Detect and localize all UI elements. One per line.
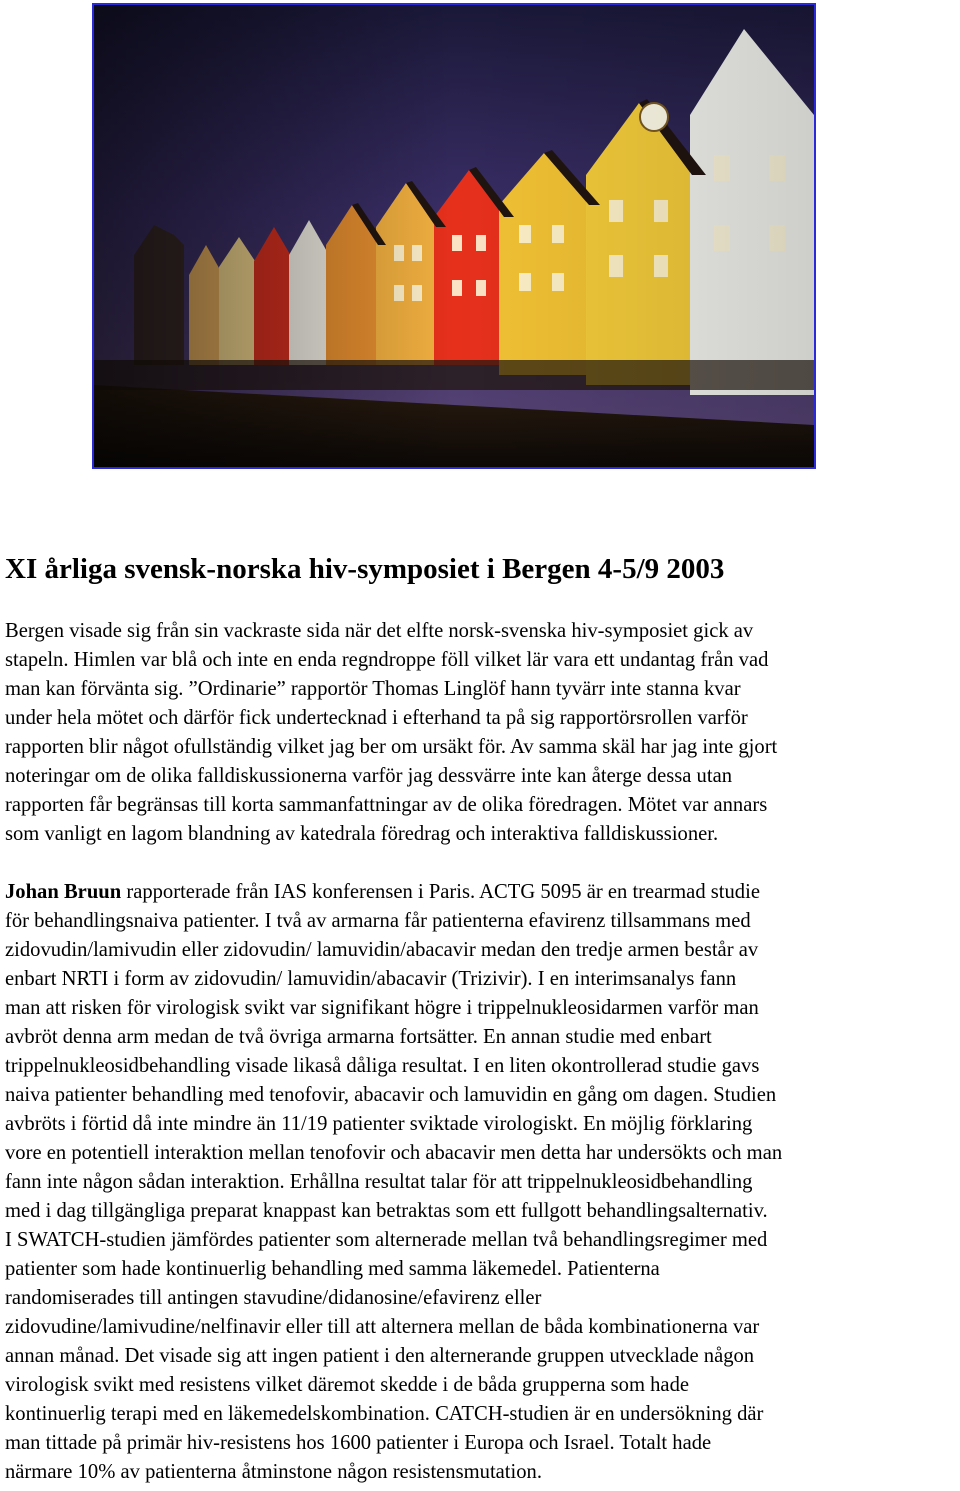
text-line: noteringar om de olika falldiskussionerna varför jag dessvärre inte kan återge dessa utan — [5, 765, 733, 787]
text-line: Bergen visade sig från sin vackraste sida när det elfte norsk-svenska hiv-symposiet gick av — [5, 620, 754, 642]
text-line: man att risken för virologisk svikt var signifikant högre i trippelnukleosidarmen varför man — [5, 997, 759, 1019]
text-fragment: rapporterade från IAS konferensen i Paris. ACTG 5095 är en trearmad studie — [121, 881, 760, 903]
text-line: rapporten blir något ofullständig vilket jag ber om ursäkt för. Av samma skäl har jag inte gjort — [5, 736, 778, 758]
text-line: annan månad. Det visade sig att ingen patient i den alternerande gruppen utvecklade någon — [5, 1345, 755, 1367]
article-body — [5, 617, 960, 1487]
text-line — [5, 878, 960, 907]
text-line: med i dag tillgängliga preparat knappast kan betraktas som ett fullgott behandlingsalternativ. — [5, 1200, 768, 1222]
text-line: för behandlingsnaiva patienter. I två av armarna får patienterna efavirenz tillsammans med — [5, 910, 751, 932]
text-line: fann inte någon sådan interaktion. Erhållna resultat talar för att trippelnukleosidbehandling — [5, 1171, 753, 1193]
text-line: trippelnukleosidbehandling visade likaså dåliga resultat. I en liten okontrollerad studie gavs — [5, 1055, 760, 1077]
text-line: som vanligt en lagom blandning av katedrala föredrag och interaktiva falldiskussioner. — [5, 823, 719, 845]
text-line: randomiserades till antingen stavudine/didanosine/efavirenz eller — [5, 1287, 542, 1309]
text-line: man tittade på primär hiv-resistens hos 1600 patienter i Europa och Israel. Totalt hade — [5, 1432, 712, 1454]
page-title: XI årliga svensk-norska hiv-symposiet i Bergen 4-5/9 2003 — [5, 553, 725, 585]
paragraph-johan-bruun — [5, 878, 960, 1487]
text-line: vore en potentiell interaktion mellan tenofovir och abacavir men detta har undersökts och man — [5, 1142, 783, 1164]
text-line: virologisk svikt med resistens vilket däremot skedde i de båda grupperna som hade — [5, 1374, 690, 1396]
text-line: man kan förvänta sig. ”Ordinarie” rapportör Thomas Linglöf hann tyvärr inte stanna kvar — [5, 678, 741, 700]
text-line: under hela mötet och därför fick undertecknad i efterhand ta på sig rapportörsrollen varför — [5, 707, 748, 729]
paragraph-intro — [5, 617, 960, 849]
text-line: patienter som hade kontinuerlig behandling med samma läkemedel. Patienterna — [5, 1258, 660, 1280]
text-line: naiva patienter behandling med tenofovir, abacavir och lamuvidin en gång om dagen. Studien — [5, 1084, 777, 1106]
bergen-bryggen-photo — [92, 3, 816, 469]
text-line: kontinuerlig terapi med en läkemedelskombination. CATCH-studien är en undersökning där — [5, 1403, 764, 1425]
text-line: närmare 10% av patienterna åtminstone någon resistensmutation. — [5, 1461, 542, 1483]
text-line: enbart NRTI i form av zidovudin/ lamuvidin/abacavir (Trizivir). I en interimsanalys fann — [5, 968, 737, 990]
text-line: zidovudine/lamivudine/nelfinavir eller till att alternera mellan de båda kombinationerna var — [5, 1316, 760, 1338]
text-line: avbröt denna arm medan de två övriga armarna fortsätter. En annan studie med enbart — [5, 1026, 712, 1048]
text-line: I SWATCH-studien jämfördes patienter som alternerade mellan två behandlingsregimer med — [5, 1229, 768, 1251]
speaker-name: Johan Bruun — [5, 881, 122, 903]
text-line: rapporten får begränsas till korta sammanfattningar av de olika föredragen. Mötet var annars — [5, 794, 768, 816]
text-line: stapeln. Himlen var blå och inte en enda regndroppe föll vilket lär vara ett undantag från vad — [5, 649, 769, 671]
text-line: zidovudin/lamivudin eller zidovudin/ lamuvidin/abacavir medan den tredje armen består av — [5, 939, 759, 961]
text-line: avbröts i förtid då inte mindre än 11/19 patienter sviktade virologiskt. En möjlig förklaring — [5, 1113, 753, 1135]
photo-illustration — [94, 5, 814, 467]
